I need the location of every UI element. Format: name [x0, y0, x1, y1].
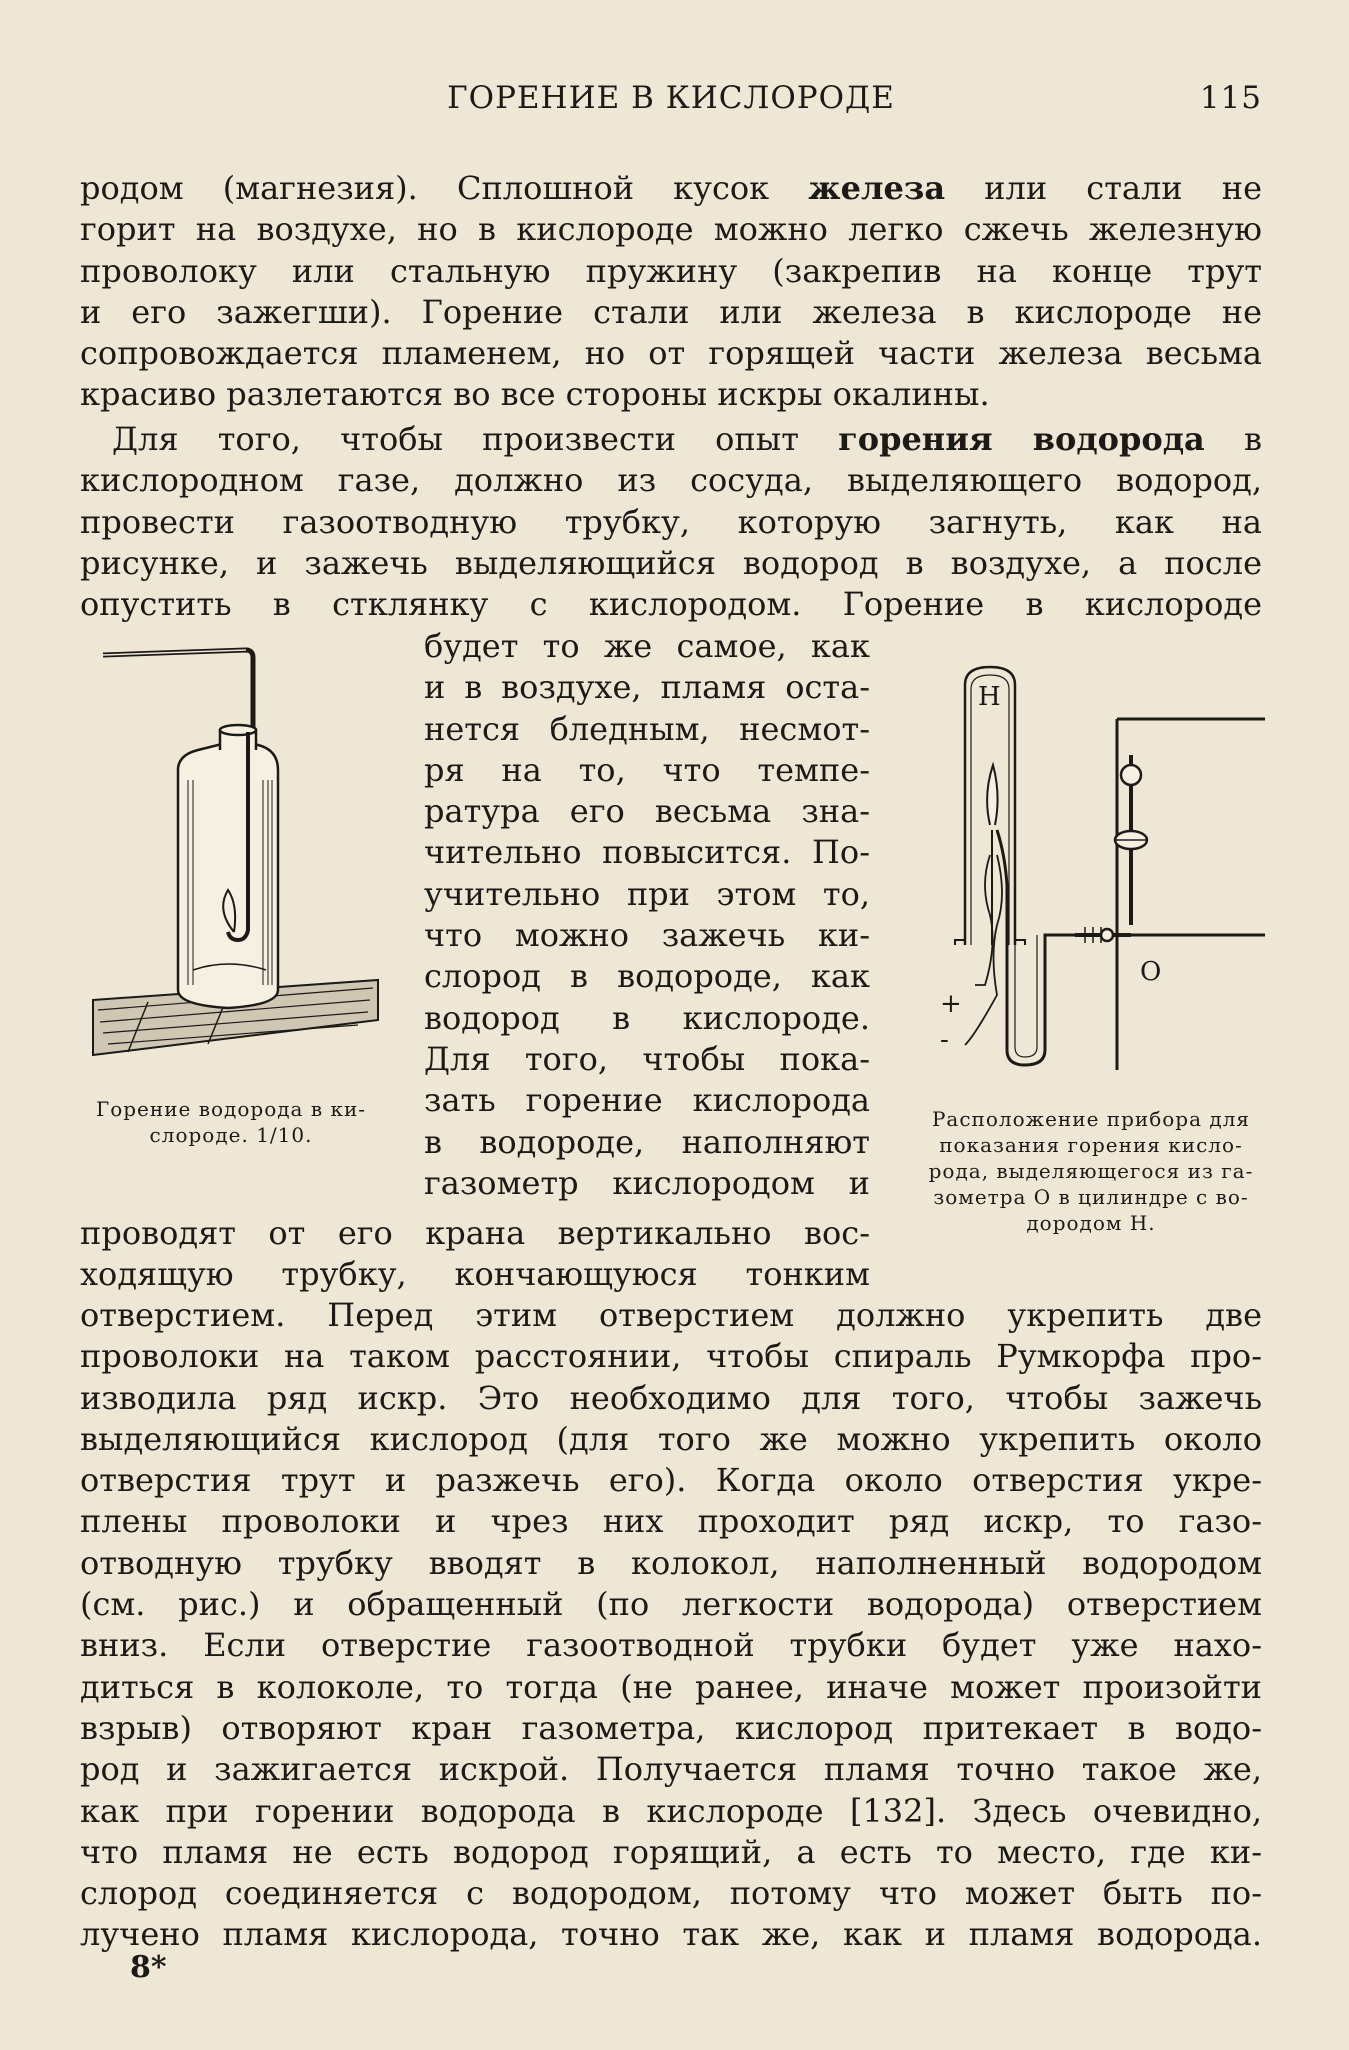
text-line: водород в кислороде.	[424, 998, 870, 1037]
bold-term-iron: железа	[808, 169, 946, 207]
figure-left-caption: Горение водорода в ки- слороде. 1/10.	[95, 1097, 367, 1147]
text-line: лучено пламя кислорода, точно так же, как и пламя водорода.	[80, 1915, 1262, 1954]
label-minus: -	[940, 1025, 949, 1055]
bold-term-hydrogen: горения водорода	[838, 420, 1205, 458]
text-line: ходящую трубку, кончающуюся тонким	[80, 1255, 870, 1294]
text-line: слород соединяется с водородом, потому что может быть по-	[80, 1874, 1262, 1913]
text-line: слород в водороде, как	[424, 957, 870, 996]
running-header	[80, 80, 1262, 130]
text-line: опустить в стклянку с кислородом. Горение в кислороде	[80, 585, 1262, 624]
text-line: род и зажигается искрой. Получается пламя точно такое же,	[80, 1750, 1262, 1789]
paragraph-oxygen-in-hydrogen	[80, 1295, 1262, 1956]
text-line: проволоки на таком расстоянии, чтобы спираль Румкорфа про-	[80, 1337, 1262, 1376]
text-line: в водороде, наполняют	[424, 1122, 870, 1161]
text-line: проводят от его крана вертикально вос-	[80, 1214, 870, 1252]
text-line: зать горение кислорода	[424, 1081, 870, 1120]
text-line: рисунке, и зажечь выделяющийся водород в воздухе, а после	[80, 543, 1262, 582]
text-line: отверстием. Перед этим отверстием должно укрепить две	[80, 1296, 1262, 1334]
text-line: газометр кислородом и	[424, 1163, 870, 1202]
text-line: и его зажегши). Горение стали или железа в кислороде не	[80, 292, 1262, 331]
text-line: и в воздухе, пламя оста-	[424, 668, 870, 707]
figure-right-caption: Расположение прибора для показания горения кисло- рода, выделяющегося из га- зометра O в цилиндре с во- дородом H.	[928, 1107, 1254, 1235]
text-line: изводила ряд искр. Это необходимо для того, чтобы зажечь	[80, 1378, 1262, 1417]
paragraph-iron-combustion	[80, 168, 1262, 416]
text-line: отверстия трут и разжечь его). Когда около отверстия укре-	[80, 1461, 1262, 1500]
text-line: проволоку или стальную пружину (закрепив на конце трут	[80, 251, 1262, 290]
text-line: (см. рис.) и обращенный (по легкости водорода) отверстием	[80, 1585, 1262, 1624]
text-line: кислородном газе, должно из сосуда, выделяющего водород,	[80, 461, 1262, 500]
figure-hydrogen-burning-in-oxygen	[88, 640, 388, 1100]
running-title: ГОРЕНИЕ В КИСЛОРОДЕ	[447, 80, 895, 116]
text-line: как при горении водорода в кислороде [132]. Здесь очевидно,	[80, 1791, 1262, 1830]
text-line: горит на воздухе, но в кислороде можно легко сжечь железную	[80, 210, 1262, 249]
text-line: плены проволоки и чрез них проходит ряд искр, то газо-	[80, 1502, 1262, 1541]
text-line: взрыв) отворяют кран газометра, кислород притекает в водо-	[80, 1708, 1262, 1747]
text-line: учительно при этом то,	[424, 874, 870, 913]
figure-oxygen-burning-apparatus	[935, 655, 1265, 1105]
label-plus: +	[940, 989, 962, 1019]
text-line: чительно повысится. По-	[424, 833, 870, 872]
text-line: ратура его весьма зна-	[424, 792, 870, 831]
text-line: ря на то, что темпе-	[424, 750, 870, 789]
wrapped-text-tail	[80, 1213, 870, 1296]
text-line: Для того, чтобы пока-	[424, 1039, 870, 1078]
text-line: сопровождается пламенем, но от горящей части железа весьма	[80, 334, 1262, 373]
text-line: вниз. Если отверстие газоотводной трубки будет уже нахо-	[80, 1626, 1262, 1665]
label-o: O	[1140, 957, 1162, 987]
signature-mark: 8*	[130, 1950, 167, 1985]
text-line: отводную трубку вводят в колокол, наполненный водородом	[80, 1543, 1262, 1582]
label-h: H	[978, 682, 1001, 712]
text-line: что можно зажечь ки-	[424, 916, 870, 955]
text-line: нется бледным, несмот-	[424, 709, 870, 748]
text-line: будет то же самое, как	[424, 627, 870, 665]
text-line: диться в колоколе, то тогда (не ранее, иначе может произойти	[80, 1667, 1262, 1706]
wrapped-text-column	[424, 626, 870, 1204]
text-line: красиво разлетаются во все стороны искры окалины.	[80, 375, 990, 414]
paragraph-hydrogen-combustion	[80, 419, 1262, 625]
text-line: провести газоотводную трубку, которую загнуть, как на	[80, 502, 1262, 541]
text-line: выделяющийся кислород (для того же можно укрепить около	[80, 1419, 1262, 1458]
text-line: что пламя не есть водород горящий, а есть то место, где ки-	[80, 1832, 1262, 1871]
page-number: 115	[1199, 80, 1262, 116]
text-line: родом (магнезия). Сплошной кусок железа или стали не	[80, 169, 1262, 207]
text-line: Для того, чтобы произвести опыт горения водорода в	[112, 420, 1262, 458]
